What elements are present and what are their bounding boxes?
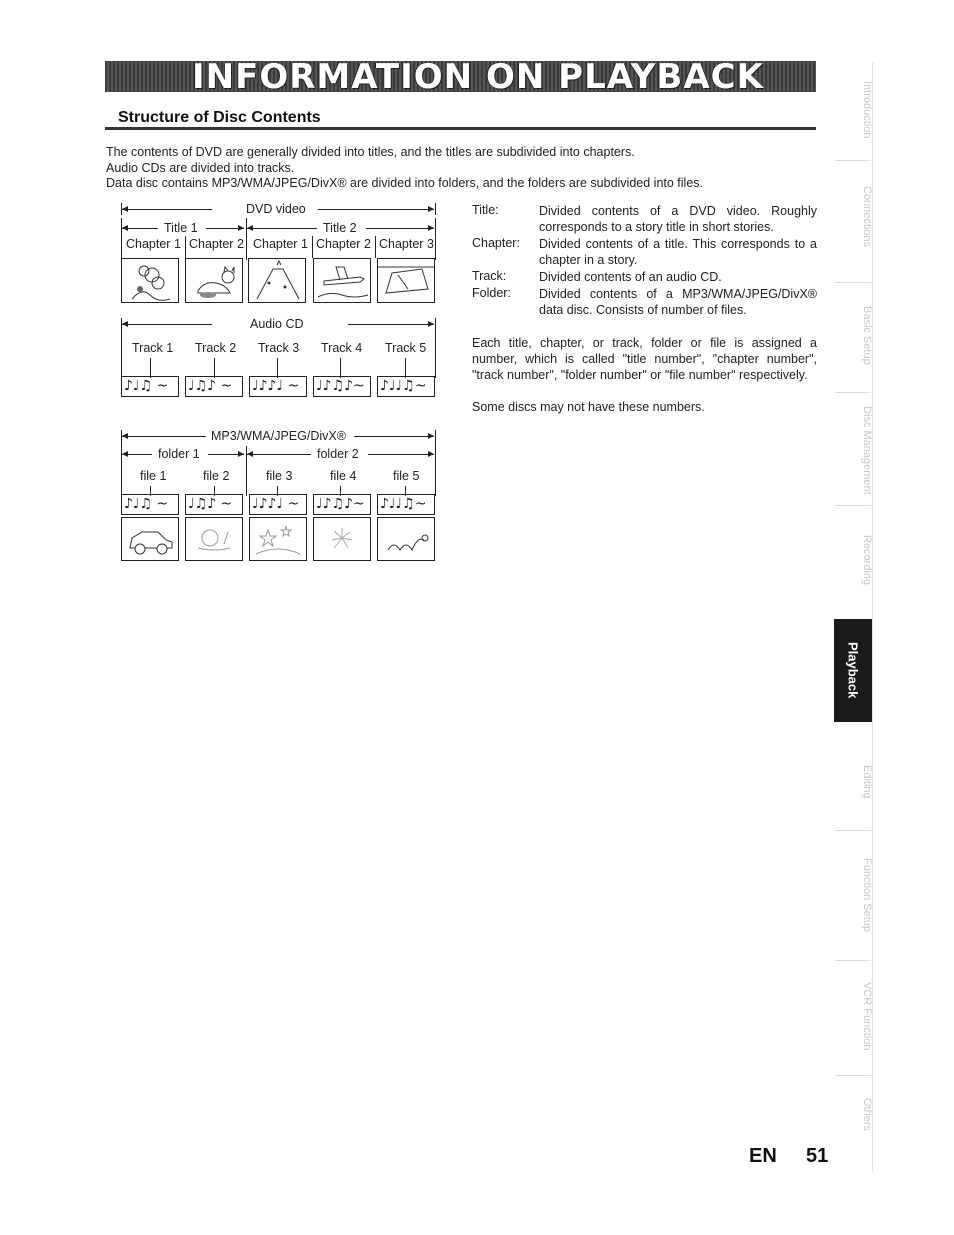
audio-track-4: Track 4 xyxy=(321,341,363,355)
intro-line-2: Audio CDs are divided into tracks. xyxy=(106,161,295,175)
file-thumbnail-car xyxy=(121,517,179,561)
track-music-icon: ♩♪♫♪~ xyxy=(313,376,371,397)
chapter-thumbnail-path xyxy=(248,258,306,303)
data-disc-label: MP3/WMA/JPEG/DivX® xyxy=(211,429,346,443)
intro-line-3: Data disc contains MP3/WMA/JPEG/DivX® are divided into folders, and the folders are subdivided into files. xyxy=(106,176,703,190)
audio-track-5: Track 5 xyxy=(385,341,427,355)
dvd-chapter-3: Chapter 1 xyxy=(253,237,308,251)
chapter-thumbnail-cat xyxy=(185,258,243,303)
definition-desc: Divided contents of an audio CD. xyxy=(539,270,722,284)
file-music-icon: ♩♪♫♪~ xyxy=(313,494,371,515)
tab-vcr-function[interactable]: VCR Function xyxy=(861,981,873,1051)
tab-basic-setup[interactable]: Basic Setup xyxy=(861,305,873,365)
chapter-thumbnail-airplane xyxy=(313,258,371,303)
file-music-icon: ♩♪♪♩ ~ xyxy=(249,494,307,515)
tab-others[interactable]: Others xyxy=(861,1098,873,1132)
numbering-paragraph: Each title, chapter, or track, folder or file is assigned a number, which is called "title number", "chapter number", "track number", "folder number" or "file number" respectively. xyxy=(472,336,817,382)
chapter-thumbnail-flower xyxy=(121,258,179,303)
track-music-icon: ♩♫♪ ~ xyxy=(185,376,243,397)
section-heading: Structure of Disc Contents xyxy=(118,109,321,126)
dvd-chapter-4: Chapter 2 xyxy=(316,237,371,251)
file-thumbnail-snail xyxy=(185,517,243,561)
file-music-icon: ♪♩♫ ~ xyxy=(121,494,179,515)
audio-track-3: Track 3 xyxy=(258,341,300,355)
definition-term: Folder: xyxy=(472,286,511,300)
tab-playback[interactable]: Playback xyxy=(834,619,872,722)
dvd-video-label: DVD video xyxy=(246,202,306,216)
language-label: EN xyxy=(749,1145,777,1167)
definition-desc: Divided contents of a MP3/WMA/JPEG/DivX® data disc. Consists of number of files. xyxy=(539,287,817,317)
file-thumbnail-stars xyxy=(249,517,307,561)
audio-track-2: Track 2 xyxy=(195,341,237,355)
folder-2-label: folder 2 xyxy=(317,447,359,461)
tab-disc-management[interactable]: Disc Management xyxy=(861,405,873,495)
data-file-5: file 5 xyxy=(393,469,420,483)
dvd-chapter-5: Chapter 3 xyxy=(379,237,434,251)
tab-connections[interactable]: Connections xyxy=(861,186,873,248)
tab-introduction[interactable]: Introduction xyxy=(861,81,873,139)
numbering-note: Some discs may not have these numbers. xyxy=(472,400,705,414)
track-music-icon: ♪♩♫ ~ xyxy=(121,376,179,397)
data-file-4: file 4 xyxy=(330,469,357,483)
dvd-chapter-2: Chapter 2 xyxy=(189,237,244,251)
section-rule xyxy=(105,127,816,130)
intro-line-1: The contents of DVD are generally divided into titles, and the titles are subdivided into chapters. xyxy=(106,145,635,159)
definition-desc: Divided contents of a title. This corresponds to a chapter in a story. xyxy=(539,237,817,267)
track-music-icon: ♪♩♩♫~ xyxy=(377,376,435,397)
page-title: INFORMATION ON PLAYBACK xyxy=(192,57,764,97)
tab-editing[interactable]: Editing xyxy=(861,765,873,799)
audio-track-1: Track 1 xyxy=(132,341,174,355)
title-1-label: Title 1 xyxy=(164,221,198,235)
chapter-thumbnail-car xyxy=(377,258,435,303)
definition-term: Track: xyxy=(472,269,507,283)
data-file-3: file 3 xyxy=(266,469,293,483)
tab-recording[interactable]: Recording xyxy=(861,534,873,586)
audio-cd-label: Audio CD xyxy=(250,317,304,331)
folder-1-label: folder 1 xyxy=(158,447,200,461)
file-thumbnail-caterpillar xyxy=(377,517,435,561)
dvd-chapter-1: Chapter 1 xyxy=(126,237,181,251)
data-file-1: file 1 xyxy=(140,469,167,483)
title-2-label: Title 2 xyxy=(323,221,357,235)
track-music-icon: ♩♪♪♩ ~ xyxy=(249,376,307,397)
definition-term: Title: xyxy=(472,203,499,217)
data-file-2: file 2 xyxy=(203,469,230,483)
file-music-icon: ♪♩♩♫~ xyxy=(377,494,435,515)
definition-term: Chapter: xyxy=(472,236,520,250)
file-thumbnail-fireworks xyxy=(313,517,371,561)
tab-function-setup[interactable]: Function Setup xyxy=(861,857,873,932)
file-music-icon: ♩♫♪ ~ xyxy=(185,494,243,515)
definition-desc: Divided contents of a DVD video. Roughly corresponds to a story title in short stories. xyxy=(539,204,817,234)
page-number: 51 xyxy=(806,1145,829,1167)
